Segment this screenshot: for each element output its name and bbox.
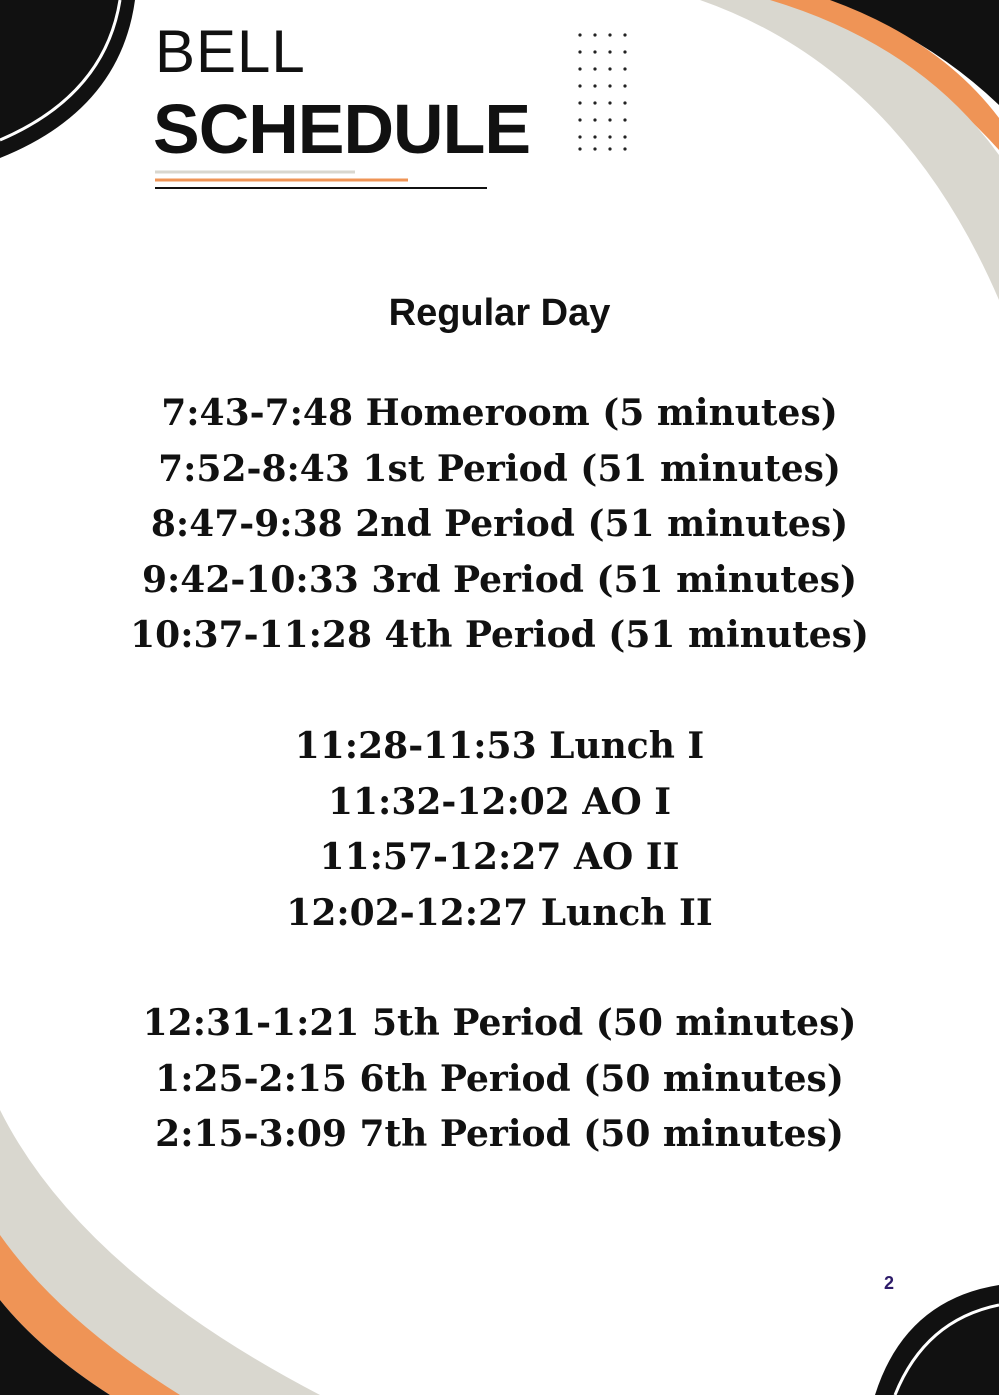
schedule-entry: 11:32-12:02 AO I bbox=[327, 780, 672, 823]
schedule-entry: 10:37-11:28 4th Period (51 minutes) bbox=[130, 614, 869, 656]
schedule-entry: 9:42-10:33 3rd Period (51 minutes) bbox=[141, 558, 858, 601]
afternoon-periods-list bbox=[0, 996, 999, 1163]
schedule-entry: 12:02-12:27 Lunch II bbox=[286, 891, 713, 934]
morning-periods-list bbox=[0, 386, 999, 664]
bottom-right-black-arc bbox=[875, 1285, 999, 1395]
schedule-entry: 8:47-9:38 2nd Period (51 minutes) bbox=[150, 503, 849, 545]
page-number: 2 bbox=[884, 1273, 895, 1293]
schedule-entry: 11:57-12:27 AO II bbox=[319, 836, 680, 878]
schedule-entry: 7:52-8:43 1st Period (51 minutes) bbox=[158, 447, 841, 490]
dot-grid-decoration bbox=[578, 33, 626, 150]
lunch-periods-list bbox=[0, 719, 999, 941]
schedule-heading: Regular Day bbox=[388, 292, 611, 334]
schedule-entry: 7:43-7:48 Homeroom (5 minutes) bbox=[161, 392, 838, 434]
title-bell: BELL bbox=[155, 18, 306, 85]
title-schedule: SCHEDULE bbox=[153, 90, 531, 168]
schedule-entry: 2:15-3:09 7th Period (50 minutes) bbox=[155, 1113, 844, 1155]
schedule-entry: 11:28-11:53 Lunch I bbox=[294, 725, 705, 767]
schedule-entry: 1:25-2:15 6th Period (50 minutes) bbox=[155, 1057, 844, 1100]
schedule-entry: 12:31-1:21 5th Period (50 minutes) bbox=[142, 1002, 857, 1044]
